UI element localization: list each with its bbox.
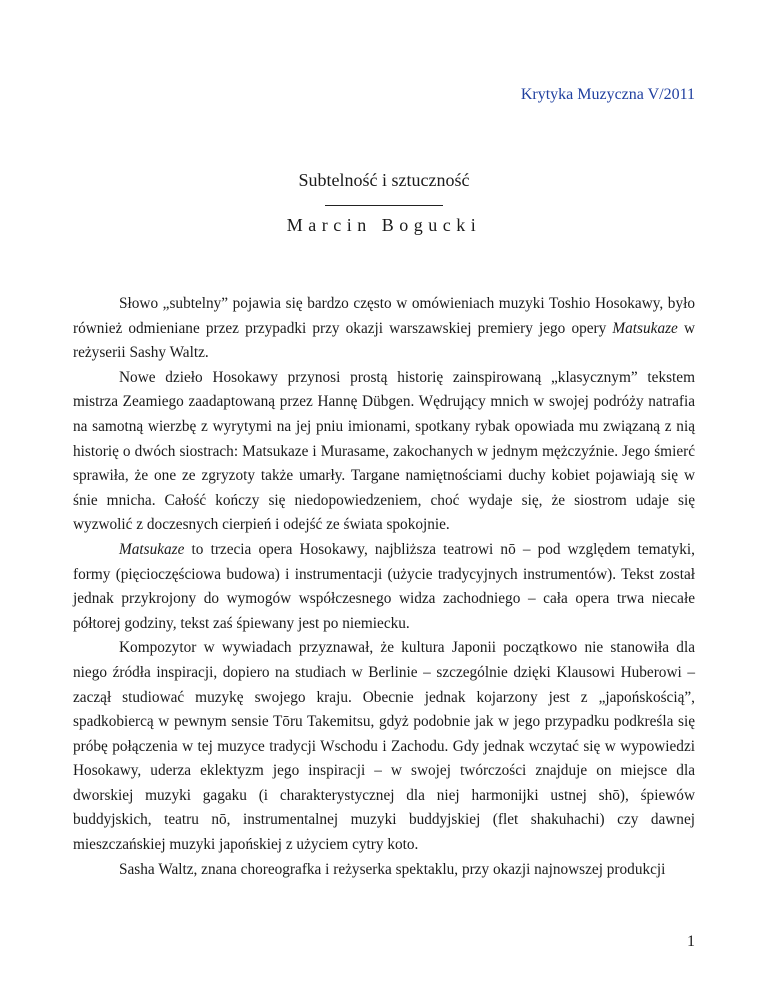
article-body	[73, 292, 695, 882]
opera-title-italic: Matsukaze	[612, 319, 678, 337]
paragraph-3	[73, 538, 695, 636]
article-author: Marcin Bogucki	[286, 215, 482, 235]
paragraph-2-text: Nowe dzieło Hosokawy przynosi prostą historię zainspirowaną „klasycznym” tekstem mistrza Zeamiego zaadaptowaną przez Hannę Dübgen. Wędrujący mnich w swojej podróży natrafia na samotną wierzbę z wyrytymi na jej pniu imionami, spotkany rybak opowiada mu związaną z nią historię o dwóch siostrach: Matsukaze i Murasame, zakochanych w jednym mężczyźnie. Jego śmierć sprawiła, że one ze zgryzoty także umarły. Targane namiętnościami duchy kobiet pojawiają się w śnie mnicha. Całość kończy się niedopowiedzeniem, choć wydaje się, że siostrom udaje się wyzwolić z doczesnych cierpień i odejść ze świata spokojnie.	[73, 368, 695, 534]
paragraph-1-text-b: w reżyserii Sashy Waltz.	[73, 319, 696, 362]
paragraph-3-text: to trzecia opera Hosokawy, najbliższa teatrowi nō – pod względem tematyki, formy (pięcioczęściowa budowa) i instrumentacji (użycie tradycyjnych instrumentów). Tekst został jednak przykrojony do wymogów współczesnego widza zachodniego – cała opera trwa niecałe półtorej godziny, tekst zaś śpiewany jest po niemiecku.	[73, 540, 695, 632]
paragraph-1	[73, 292, 695, 366]
paragraph-5-text: Sasha Waltz, znana choreografka i reżyserka spektaklu, przy okazji najnowszej produkcji	[119, 860, 666, 878]
paragraph-1-text-a: Słowo „subtelny” pojawia się bardzo często w omówieniach muzyki Toshio Hosokawy, było również odmieniane przez przypadki przy okazji warszawskiej premiery jego opery	[73, 295, 695, 337]
journal-header: Krytyka Muzyczna V/2011	[520, 86, 695, 103]
paragraph-4	[73, 636, 695, 857]
paragraph-2	[73, 366, 695, 538]
title-divider	[325, 205, 443, 206]
paragraph-5	[73, 858, 695, 883]
page-number: 1	[687, 933, 695, 950]
paragraph-4-text: Kompozytor w wywiadach przyznawał, że kultura Japonii początkowo nie stanowiła dla niego źródła inspiracji, dopiero na studiach w Berlinie – szczególnie dzięki Klausowi Huberowi – zaczął studiować muzykę swojego kraju. Obecnie jednak kojarzony jest z „japońskością”, spadkobiercą w pewnym sensie Tōru Takemitsu, gdyż podobnie jak w jego przypadku podkreśla się próbę połączenia w tej muzyce tradycji Wschodu i Zachodu. Gdy jednak wczytać się w wypowiedzi Hosokawy, uderza eklektyzm jego inspiracji – w swojej twórczości znajduje on miejsce dla dworskiej muzyki gagaku (i charakterystycznej dla niej harmonijki ustnej shō), śpiewów buddyjskich, teatru nō, instrumentalnej muzyki buddyjskiej (flet shakuhachi) czy dawnej mieszczańskiej muzyki japońskiej z użyciem cytry koto.	[73, 639, 695, 854]
article-title: Subtelność i sztuczność	[298, 170, 470, 190]
opera-title-italic: Matsukaze	[119, 540, 185, 558]
